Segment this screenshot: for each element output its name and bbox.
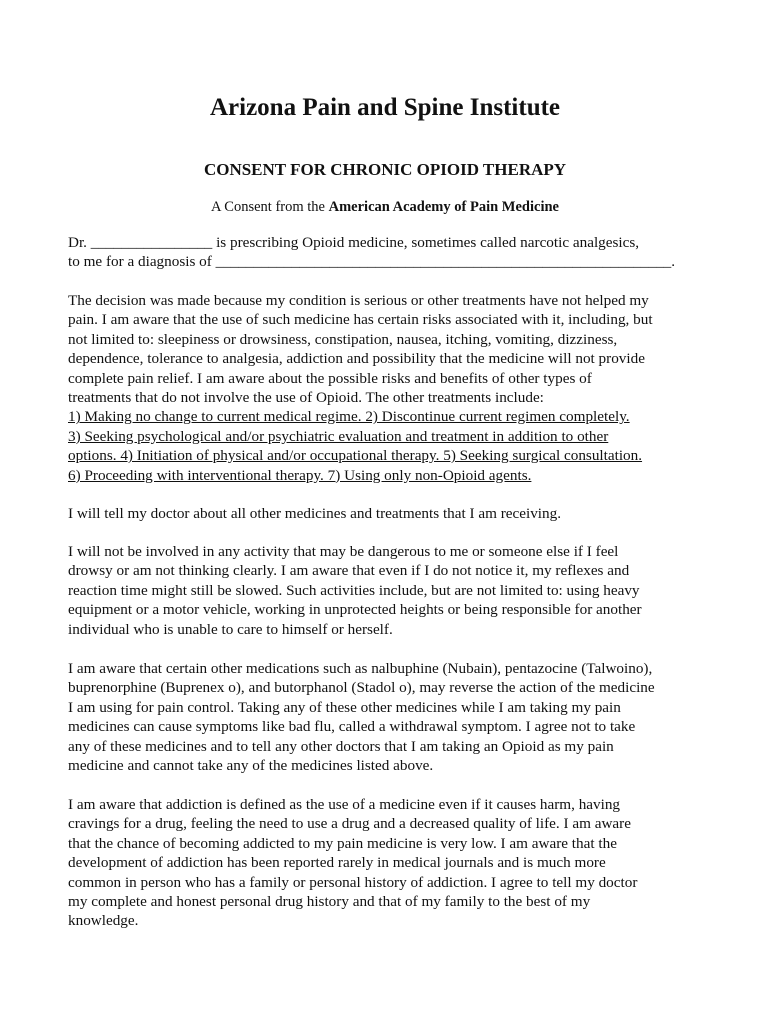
text-line: my complete and honest personal drug history and that of my family to the best of my — [68, 893, 591, 911]
text-line: individual who is unable to care to himself or herself. — [68, 620, 393, 638]
paragraph-decision-risks — [68, 291, 708, 485]
consent-source-prefix: A Consent from the — [211, 199, 325, 215]
treatment-option-line: 3) Seeking psychological and/or psychiatric evaluation and treatment in addition to other — [68, 427, 609, 445]
text-line: reaction time might still be slowed. Such activities include, but are not limited to: using heavy — [68, 581, 640, 599]
text-line: development of addiction has been reported rarely in medical journals and is much more — [68, 854, 606, 872]
paragraph-reversing-medications — [68, 659, 708, 775]
text-line: I will tell my doctor about all other medicines and treatments that I am receiving. — [68, 505, 562, 522]
text-line: I am aware that addiction is defined as the use of a medicine even if it causes harm, having — [68, 796, 621, 813]
text-line: I am using for pain control. Taking any of these other medicines while I am taking my pain — [68, 698, 621, 716]
text-line: drowsy or am not thinking clearly. I am aware that even if I do not notice it, my reflexes and — [68, 562, 630, 580]
text-line: Dr. ________________ is prescribing Opioid medicine, sometimes called narcotic analgesics, — [68, 234, 640, 251]
treatment-option-line: 6) Proceeding with interventional therapy. 7) Using only non-Opioid agents. — [68, 466, 532, 484]
text-line: cravings for a drug, feeling the need to use a drug and a decreased quality of life. I am aware — [68, 815, 631, 833]
paragraph-tell-doctor — [68, 504, 708, 523]
text-line: medicine and cannot take any of the medicines listed above. — [68, 757, 434, 775]
text-line: buprenorphine (Buprenex o), and butorphanol (Stadol o), may reverse the action of the medicine — [68, 679, 655, 697]
treatment-option-line: options. 4) Initiation of physical and/or occupational therapy. 5) Seeking surgical consultation. — [68, 447, 643, 465]
text-line: medicines can cause symptoms like bad flu, called a withdrawal symptom. I agree not to take — [68, 718, 636, 736]
text-line: common in person who has a family or personal history of addiction. I agree to tell my doctor — [68, 873, 638, 891]
consent-source-line — [0, 197, 770, 217]
text-line: pain. I am aware that the use of such medicine has certain risks associated with it, including, but — [68, 311, 653, 329]
text-line: complete pain relief. I am aware about the possible risks and benefits of other types of — [68, 369, 592, 387]
text-line: I will not be involved in any activity that may be dangerous to me or someone else if I feel — [68, 543, 619, 560]
text-line: treatments that do not involve the use of Opioid. The other treatments include: — [68, 389, 544, 407]
treatment-option-line: 1) Making no change to current medical regime. 2) Discontinue current regimen completely. — [68, 408, 630, 426]
paragraph-doctor-diagnosis — [68, 233, 708, 272]
text-line: dependence, tolerance to analgesia, addiction and possibility that the medicine will not provide — [68, 350, 645, 368]
text-line: to me for a diagnosis of ____________________________________________________________. — [68, 253, 676, 271]
text-line: any of these medicines and to tell any other doctors that I am taking an Opioid as my pain — [68, 737, 614, 755]
text-line: equipment or a motor vehicle, working in unprotected heights or being responsible for another — [68, 601, 642, 619]
text-line: I am aware that certain other medications such as nalbuphine (Nubain), pentazocine (Talwoino), — [68, 660, 653, 677]
text-line: not limited to: sleepiness or drowsiness, constipation, nausea, itching, vomiting, dizziness, — [68, 330, 618, 348]
text-line: knowledge. — [68, 912, 139, 930]
paragraph-dangerous-activities — [68, 542, 708, 639]
text-line: that the chance of becoming addicted to my pain medicine is very low. I am aware that the — [68, 834, 617, 852]
consent-source-org: American Academy of Pain Medicine — [328, 199, 559, 215]
form-title: CONSENT FOR CHRONIC OPIOID THERAPY — [203, 160, 567, 179]
institute-title: Arizona Pain and Spine Institute — [209, 94, 561, 121]
text-line: The decision was made because my condition is serious or other treatments have not helped my — [68, 292, 649, 309]
paragraph-addiction — [68, 795, 708, 931]
